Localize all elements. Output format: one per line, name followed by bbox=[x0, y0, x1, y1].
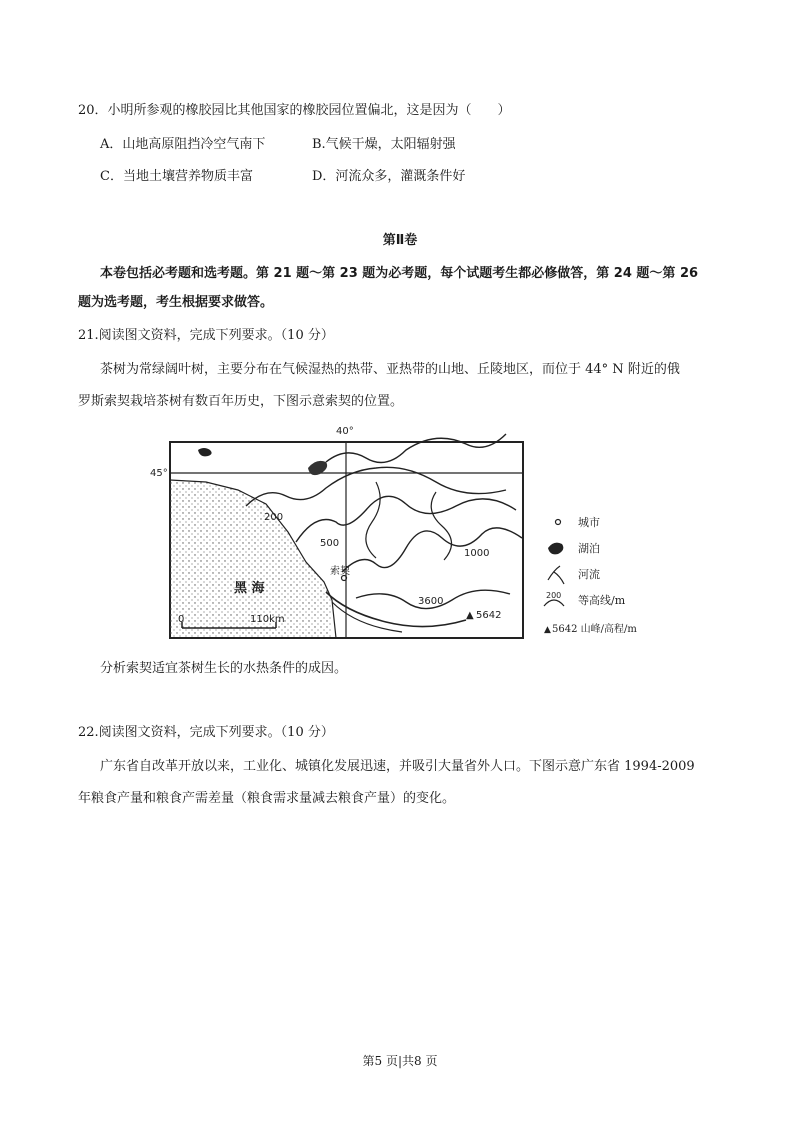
legend-city-label: 城市 bbox=[578, 516, 600, 529]
legend-lake-icon bbox=[548, 543, 563, 555]
legend-peak-label: 5642 山峰/高程/m bbox=[552, 624, 637, 635]
contour-label-1000: 1000 bbox=[464, 548, 490, 559]
q21-paragraph-line1: 茶树为常绿阔叶树，主要分布在气候湿热的热带、亚热带的山地、丘陵地区，而位于 44° N 附近的俄 bbox=[100, 362, 680, 377]
scale-end: 110km bbox=[250, 614, 285, 625]
contour-label-500: 500 bbox=[320, 538, 340, 549]
contour-outer bbox=[326, 434, 506, 463]
sochi-location-map bbox=[146, 422, 686, 650]
q21-stem: 21.阅读图文资料，完成下列要求。（10 分） bbox=[78, 328, 334, 343]
legend-lake-label: 湖泊 bbox=[578, 542, 600, 555]
q20-stem: 20．小明所参观的橡胶园比其他国家的橡胶园位置偏北，这是因为（ ） bbox=[78, 103, 511, 118]
q20-option-d: D．河流众多，灌溉条件好 bbox=[312, 169, 466, 184]
contour-500 bbox=[296, 496, 516, 542]
q22-paragraph-line2: 年粮食产量和粮食产需差量（粮食需求量减去粮食产量）的变化。 bbox=[78, 791, 456, 806]
longitude-label: 40° bbox=[336, 426, 354, 437]
legend-river-icon bbox=[548, 566, 564, 584]
section-title: 第Ⅱ卷 bbox=[382, 233, 418, 248]
river bbox=[431, 492, 451, 560]
legend-peak-icon: ▲ bbox=[544, 625, 551, 635]
legend-contour-label: 等高线/m bbox=[578, 594, 626, 607]
legend-city-icon bbox=[556, 520, 561, 525]
peak-marker: ▲ bbox=[466, 610, 474, 621]
contour-label-3600: 3600 bbox=[418, 596, 444, 607]
q20-option-b: B.气候干燥，太阳辐射强 bbox=[312, 137, 456, 152]
legend-contour-icon bbox=[544, 600, 564, 606]
q20-option-a: A．山地高原阻挡冷空气南下 bbox=[100, 137, 266, 152]
peak-label: 5642 bbox=[476, 610, 502, 621]
river bbox=[366, 482, 380, 558]
scale-start: 0 bbox=[178, 614, 185, 625]
q22-stem: 22.阅读图文资料，完成下列要求。（10 分） bbox=[78, 725, 334, 740]
lake bbox=[198, 448, 212, 456]
page-footer: 第5 页|共8 页 bbox=[362, 1054, 438, 1068]
q21-task: 分析索契适宜茶树生长的水热条件的成因。 bbox=[100, 661, 348, 676]
section-intro-line2: 题为选考题，考生根据要求做答。 bbox=[78, 295, 274, 310]
legend-contour-value: 200 bbox=[546, 591, 562, 600]
q21-paragraph-line2: 罗斯索契栽培茶树有数百年历史，下图示意索契的位置。 bbox=[78, 394, 404, 409]
q22-paragraph-line1: 广东省自改革开放以来，工业化、城镇化发展迅速，并吸引大量省外人口。下图示意广东省 1994-2009 bbox=[100, 759, 695, 774]
legend-river-label: 河流 bbox=[578, 568, 600, 581]
latitude-label: 45° bbox=[150, 468, 168, 479]
q20-option-c: C．当地土壤营养物质丰富 bbox=[100, 169, 253, 184]
section-intro-line1: 本卷包括必考题和选考题。第 21 题～第 23 题为必考题，每个试题考生都必修做答，第 24 题～第 26 bbox=[100, 266, 699, 281]
sochi-label: 索契 bbox=[330, 566, 350, 577]
sea-label: 黑 海 bbox=[234, 581, 265, 596]
contour-label-200: 200 bbox=[264, 512, 284, 523]
